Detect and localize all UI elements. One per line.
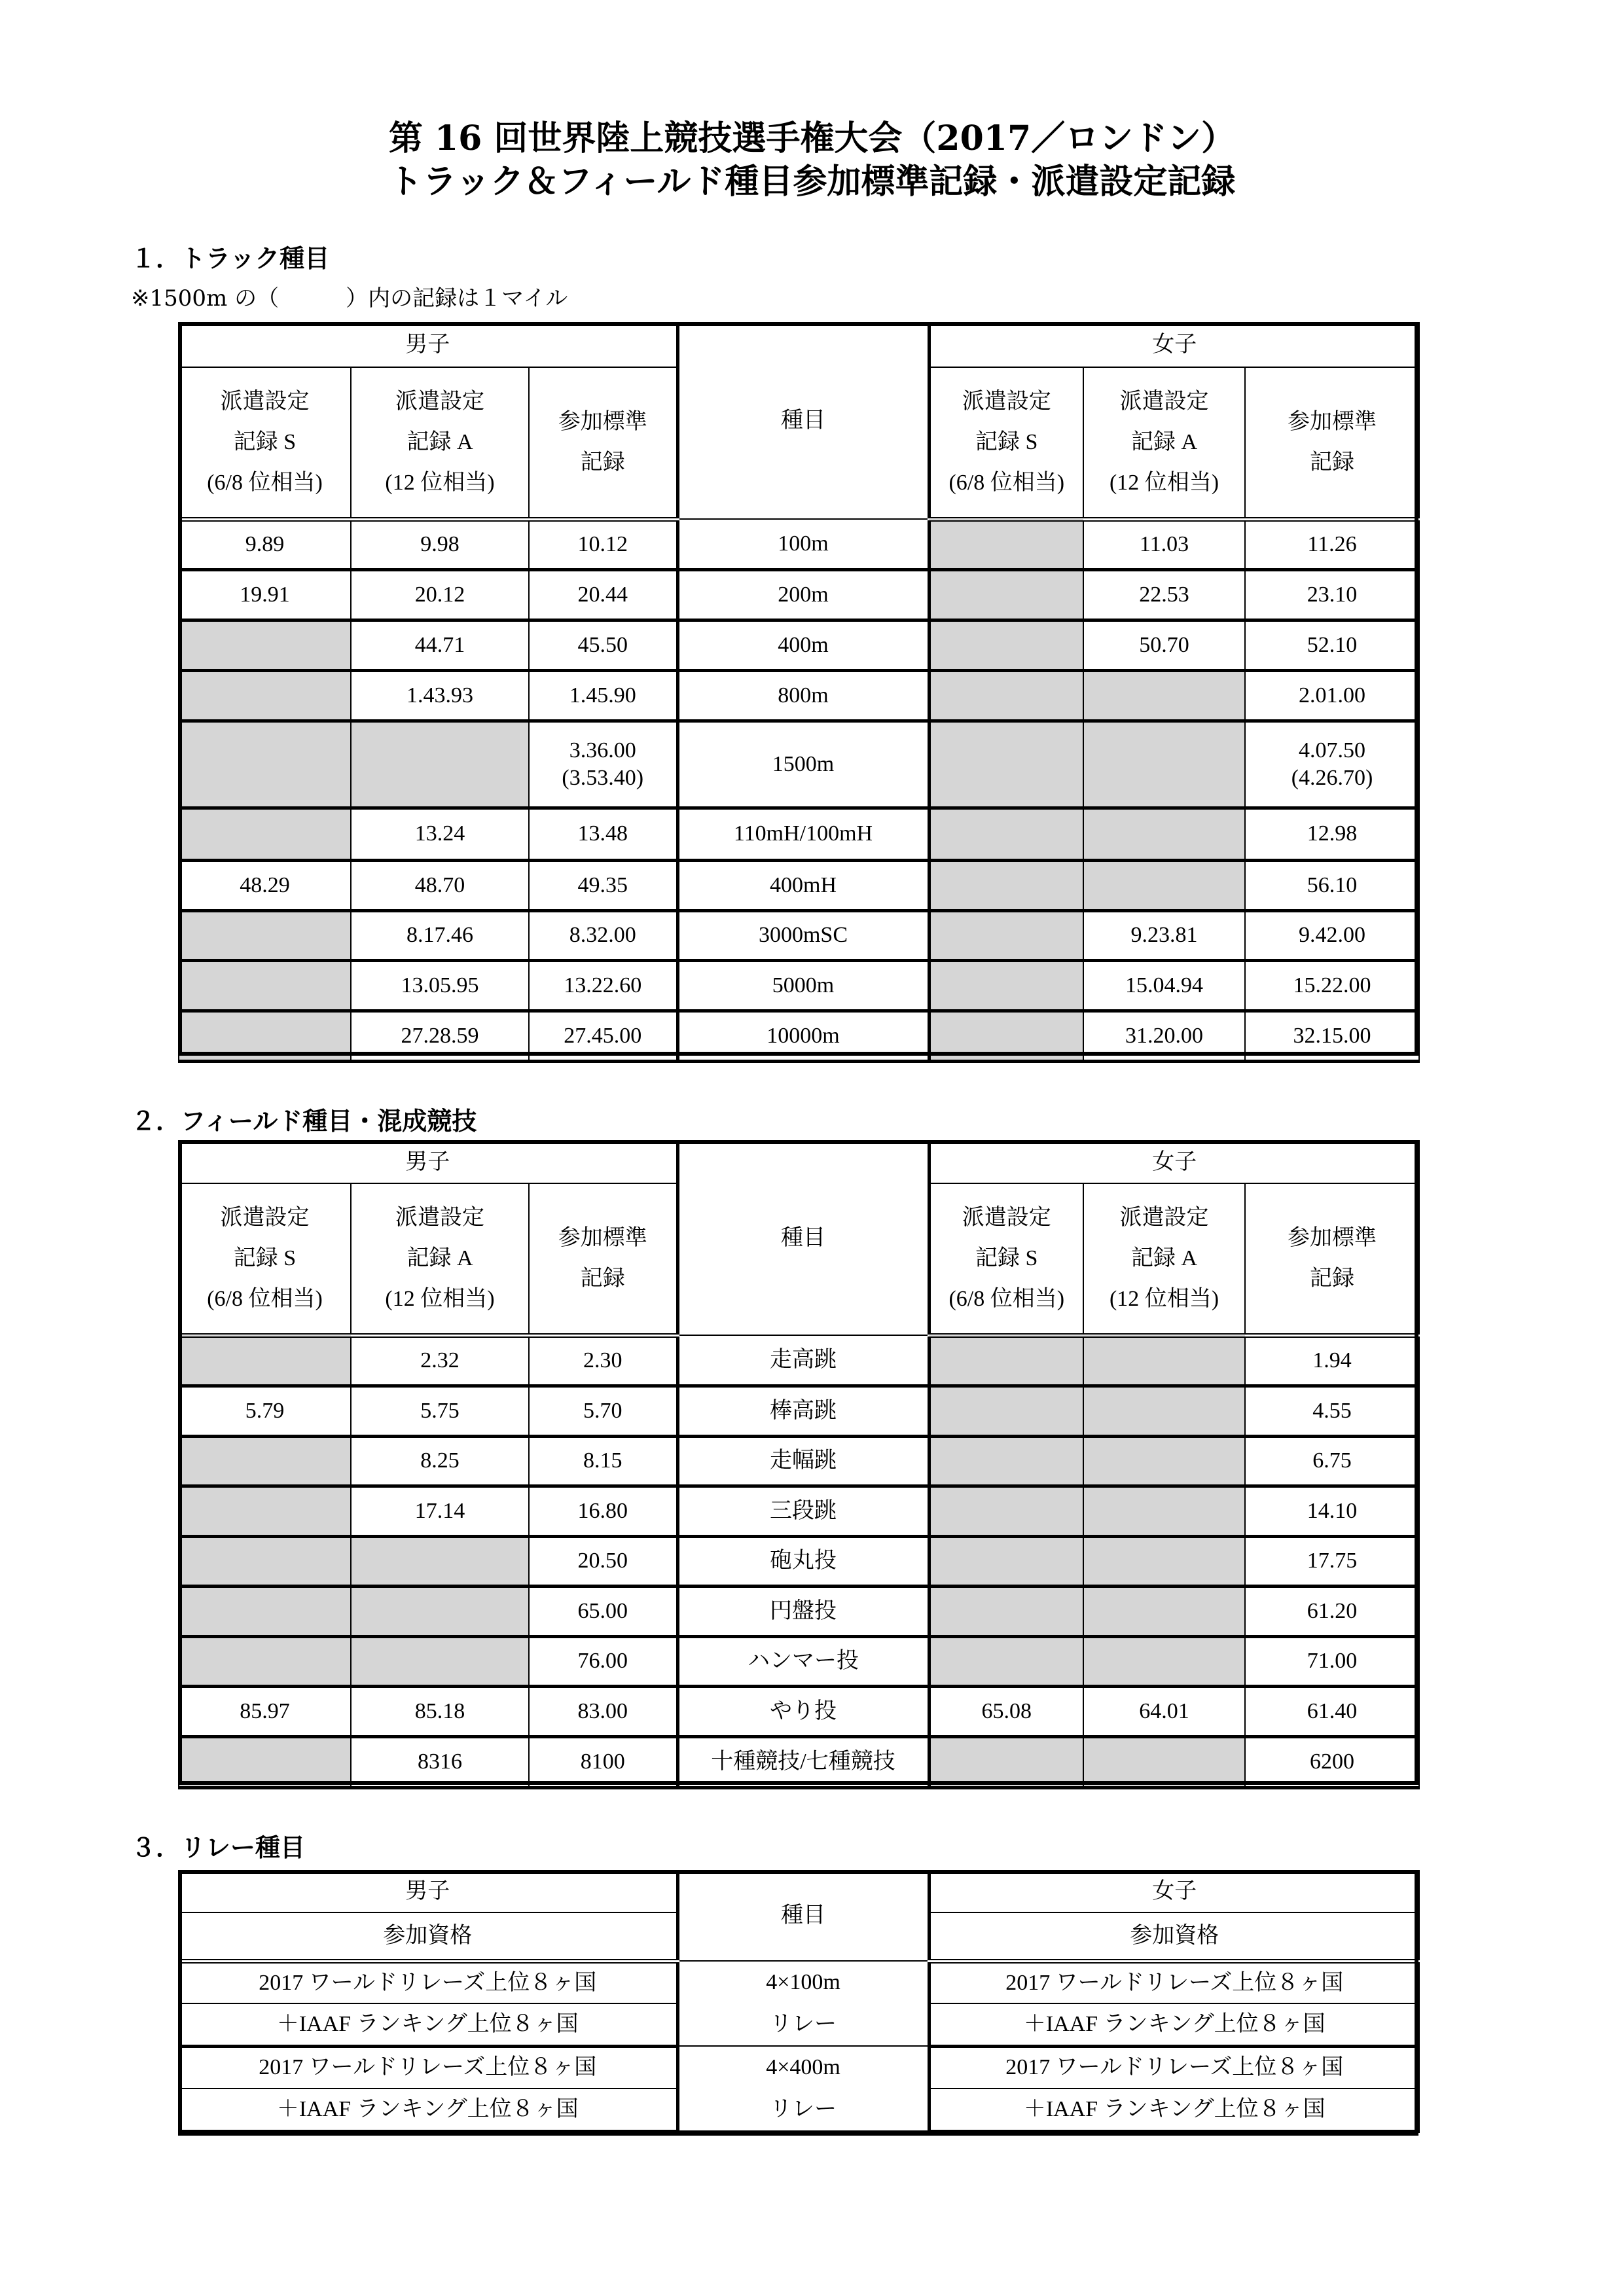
track-standards-table	[178, 322, 1420, 1063]
women-qualification-cell: ＋IAAF ランキング上位８ヶ国	[929, 2003, 1419, 2046]
men-entry-standard-cell: 20.50	[529, 1536, 677, 1586]
table-row	[179, 1536, 1419, 1586]
women-entry-standard-cell: 9.42.00	[1245, 910, 1419, 960]
table-row	[179, 1436, 1419, 1486]
event-name-cell: 200m	[677, 569, 929, 620]
table-row	[179, 1486, 1419, 1536]
women-s-record-cell	[929, 808, 1083, 860]
table-row	[179, 620, 1419, 670]
event-name-cell: 5000m	[677, 960, 929, 1011]
men-a-record-cell: 8.17.46	[351, 910, 529, 960]
women-s-record-cell	[929, 569, 1083, 620]
women-header: 女子	[929, 1141, 1419, 1183]
men-s-record-cell	[179, 1011, 351, 1061]
event-name-cell: 円盤投	[677, 1586, 929, 1636]
men-a-record-cell: 8.25	[351, 1436, 529, 1486]
table-row	[179, 960, 1419, 1011]
event-name-cell: 1500m	[677, 721, 929, 808]
table-row	[179, 808, 1419, 860]
men-qualification-cell: ＋IAAF ランキング上位８ヶ国	[179, 2089, 677, 2131]
men-entry-standard-cell: 76.00	[529, 1636, 677, 1686]
men-s-record-cell	[179, 910, 351, 960]
men-a-record-cell: 13.24	[351, 808, 529, 860]
men-a-record-header: 派遣設定 記録 A (12 位相当)	[351, 367, 529, 519]
women-entry-standard-cell: 56.10	[1245, 860, 1419, 910]
men-entry-standard-cell: 45.50	[529, 620, 677, 670]
women-s-record-cell	[929, 670, 1083, 721]
women-a-record-header: 派遣設定 記録 A (12 位相当)	[1083, 367, 1245, 519]
men-header: 男子	[179, 323, 677, 367]
event-name-cell: 800m	[677, 670, 929, 721]
men-entry-standard-cell: 13.48	[529, 808, 677, 860]
women-a-record-cell	[1083, 860, 1245, 910]
men-entry-standard-cell: 16.80	[529, 1486, 677, 1536]
men-entry-standard-cell: 27.45.00	[529, 1011, 677, 1061]
men-s-record-cell: 85.97	[179, 1686, 351, 1736]
women-s-record-cell	[929, 620, 1083, 670]
women-entry-standard-cell: 1.94	[1245, 1335, 1419, 1386]
men-entry-standard-cell: 8.15	[529, 1436, 677, 1486]
women-s-record-cell	[929, 1436, 1083, 1486]
men-s-record-cell	[179, 721, 351, 808]
women-s-record-cell	[929, 1011, 1083, 1061]
women-s-record-cell	[929, 910, 1083, 960]
event-header: 種目	[677, 323, 929, 519]
event-name-cell: 砲丸投	[677, 1536, 929, 1586]
table-row	[179, 1686, 1419, 1736]
women-a-record-cell	[1083, 670, 1245, 721]
women-header: 女子	[929, 323, 1419, 367]
men-s-record-cell	[179, 620, 351, 670]
men-s-record-cell	[179, 670, 351, 721]
relay-event-label: リレー	[770, 2012, 837, 2036]
mile-record-value: (3.53.40)	[562, 765, 644, 790]
women-entry-standard-cell: 52.10	[1245, 620, 1419, 670]
women-entry-standard-cell: 61.40	[1245, 1686, 1419, 1736]
women-entry-standard-cell	[1245, 721, 1419, 808]
men-s-record-cell	[179, 1436, 351, 1486]
men-entry-standard-cell: 5.70	[529, 1386, 677, 1436]
women-a-record-cell: 22.53	[1083, 569, 1245, 620]
women-a-record-cell	[1083, 1386, 1245, 1436]
event-name-cell: 100m	[677, 519, 929, 569]
men-a-record-cell	[351, 1536, 529, 1586]
event-name-cell: ハンマー投	[677, 1636, 929, 1686]
men-s-record-cell	[179, 960, 351, 1011]
women-s-record-cell	[929, 1486, 1083, 1536]
women-entry-standard-cell: 32.15.00	[1245, 1011, 1419, 1061]
men-s-record-cell	[179, 1636, 351, 1686]
event-header: 種目	[677, 1871, 929, 1961]
relay-event-distance: 4×100m	[766, 1970, 840, 1994]
men-a-record-header: 派遣設定 記録 A (12 位相当)	[351, 1183, 529, 1335]
women-s-record-cell	[929, 1536, 1083, 1586]
document-title-line-2: トラック＆フィールド種目参加標準記録・派遣設定記録	[388, 162, 1236, 202]
women-s-record-cell: 65.08	[929, 1686, 1083, 1736]
men-s-record-cell: 19.91	[179, 569, 351, 620]
men-a-record-cell: 8316	[351, 1736, 529, 1787]
women-s-record-cell	[929, 519, 1083, 569]
men-entry-standard-cell: 1.45.90	[529, 670, 677, 721]
women-a-record-header: 派遣設定 記録 A (12 位相当)	[1083, 1183, 1245, 1335]
field-rows	[179, 1335, 1419, 1787]
women-s-record-cell	[929, 1386, 1083, 1436]
women-a-record-cell: 31.20.00	[1083, 1011, 1245, 1061]
event-name-cell: 走幅跳	[677, 1436, 929, 1486]
event-name-cell: 走高跳	[677, 1335, 929, 1386]
section-title-relay: ３．リレー種目	[131, 1833, 306, 1862]
mile-record-value: (4.26.70)	[1291, 765, 1373, 790]
section-title-field: ２．フィールド種目・混成競技	[131, 1106, 477, 1136]
men-entry-standard-cell: 8100	[529, 1736, 677, 1787]
men-a-record-cell: 13.05.95	[351, 960, 529, 1011]
men-s-record-cell	[179, 1536, 351, 1586]
women-s-record-cell	[929, 1335, 1083, 1386]
mile-note: ※1500m の（ ）内の記録は１マイル	[131, 285, 568, 312]
women-qualification-cell: ＋IAAF ランキング上位８ヶ国	[929, 2089, 1419, 2131]
women-s-record-header: 派遣設定 記録 S (6/8 位相当)	[929, 367, 1083, 519]
men-s-record-cell: 5.79	[179, 1386, 351, 1436]
men-qualification-header: 参加資格	[179, 1912, 677, 1961]
men-s-record-cell	[179, 808, 351, 860]
women-s-record-cell	[929, 860, 1083, 910]
document-title-line-1: 第 16 回世界陸上競技選手権大会（2017／ロンドン）	[388, 118, 1236, 158]
men-a-record-cell: 20.12	[351, 569, 529, 620]
women-a-record-cell	[1083, 1536, 1245, 1586]
women-a-record-cell	[1083, 1335, 1245, 1386]
women-a-record-cell: 11.03	[1083, 519, 1245, 569]
record-value: 4.07.50	[1299, 738, 1366, 762]
table-row	[179, 1586, 1419, 1636]
men-entry-standard-cell: 8.32.00	[529, 910, 677, 960]
women-a-record-cell	[1083, 721, 1245, 808]
relay-event-distance: 4×400m	[766, 2055, 840, 2079]
table-row	[179, 860, 1419, 910]
table-row	[179, 2046, 1419, 2089]
women-s-record-header: 派遣設定 記録 S (6/8 位相当)	[929, 1183, 1083, 1335]
men-entry-standard-cell: 20.44	[529, 569, 677, 620]
women-qualification-cell: 2017 ワールドリレーズ上位８ヶ国	[929, 1961, 1419, 2003]
relay-event-label: リレー	[770, 2097, 837, 2121]
women-entry-standard-cell: 11.26	[1245, 519, 1419, 569]
women-entry-standard-cell: 17.75	[1245, 1536, 1419, 1586]
table-row	[179, 1736, 1419, 1787]
table-row	[179, 721, 1419, 808]
men-a-record-cell	[351, 1636, 529, 1686]
men-a-record-cell: 9.98	[351, 519, 529, 569]
women-entry-standard-header: 参加標準 記録	[1245, 1183, 1419, 1335]
table-row	[179, 1961, 1419, 2003]
women-entry-standard-cell: 15.22.00	[1245, 960, 1419, 1011]
men-header: 男子	[179, 1871, 677, 1912]
women-entry-standard-cell: 14.10	[1245, 1486, 1419, 1536]
women-entry-standard-cell: 71.00	[1245, 1636, 1419, 1686]
relay-event-cell	[677, 1961, 929, 2046]
men-s-record-cell	[179, 1335, 351, 1386]
event-name-cell: 3000mSC	[677, 910, 929, 960]
women-a-record-cell	[1083, 1636, 1245, 1686]
men-header: 男子	[179, 1141, 677, 1183]
men-s-record-cell	[179, 1486, 351, 1536]
women-entry-standard-cell: 61.20	[1245, 1586, 1419, 1636]
women-entry-standard-header: 参加標準 記録	[1245, 367, 1419, 519]
event-name-cell: 400m	[677, 620, 929, 670]
men-s-record-header: 派遣設定 記録 S (6/8 位相当)	[179, 1183, 351, 1335]
table-row	[179, 670, 1419, 721]
women-a-record-cell	[1083, 1486, 1245, 1536]
women-entry-standard-cell: 23.10	[1245, 569, 1419, 620]
event-name-cell: 十種競技/七種競技	[677, 1736, 929, 1787]
men-entry-standard-cell	[529, 721, 677, 808]
men-entry-standard-cell: 83.00	[529, 1686, 677, 1736]
women-qualification-cell: 2017 ワールドリレーズ上位８ヶ国	[929, 2046, 1419, 2089]
men-a-record-cell: 17.14	[351, 1486, 529, 1536]
table-row	[179, 1335, 1419, 1386]
women-a-record-cell: 15.04.94	[1083, 960, 1245, 1011]
men-entry-standard-cell: 13.22.60	[529, 960, 677, 1011]
women-entry-standard-cell: 6.75	[1245, 1436, 1419, 1486]
event-name-cell: 110mH/100mH	[677, 808, 929, 860]
women-a-record-cell: 50.70	[1083, 620, 1245, 670]
event-header: 種目	[677, 1141, 929, 1335]
women-a-record-cell	[1083, 1736, 1245, 1787]
relay-qualification-table	[178, 1870, 1420, 2133]
women-entry-standard-cell: 4.55	[1245, 1386, 1419, 1436]
table-row	[179, 519, 1419, 569]
women-header: 女子	[929, 1871, 1419, 1912]
relay-rows	[179, 1961, 1419, 2131]
men-s-record-cell: 9.89	[179, 519, 351, 569]
men-s-record-header: 派遣設定 記録 S (6/8 位相当)	[179, 367, 351, 519]
relay-event-cell	[677, 2046, 929, 2131]
men-a-record-cell: 2.32	[351, 1335, 529, 1386]
field-standards-table	[178, 1140, 1420, 1789]
table-row	[179, 910, 1419, 960]
men-s-record-cell: 48.29	[179, 860, 351, 910]
women-a-record-cell	[1083, 1586, 1245, 1636]
women-entry-standard-cell: 6200	[1245, 1736, 1419, 1787]
women-s-record-cell	[929, 721, 1083, 808]
women-s-record-cell	[929, 1636, 1083, 1686]
event-name-cell: 三段跳	[677, 1486, 929, 1536]
section-title-track: １．トラック種目	[131, 243, 330, 273]
men-a-record-cell: 27.28.59	[351, 1011, 529, 1061]
women-a-record-cell	[1083, 1436, 1245, 1486]
women-entry-standard-cell: 12.98	[1245, 808, 1419, 860]
event-name-cell: 10000m	[677, 1011, 929, 1061]
men-a-record-cell: 85.18	[351, 1686, 529, 1736]
men-a-record-cell: 1.43.93	[351, 670, 529, 721]
women-a-record-cell: 9.23.81	[1083, 910, 1245, 960]
event-name-cell: やり投	[677, 1686, 929, 1736]
women-s-record-cell	[929, 1586, 1083, 1636]
men-qualification-cell: 2017 ワールドリレーズ上位８ヶ国	[179, 2046, 677, 2089]
table-row	[179, 1011, 1419, 1061]
women-s-record-cell	[929, 1736, 1083, 1787]
women-s-record-cell	[929, 960, 1083, 1011]
men-entry-standard-cell: 10.12	[529, 519, 677, 569]
women-a-record-cell	[1083, 808, 1245, 860]
men-s-record-cell	[179, 1736, 351, 1787]
men-entry-standard-cell: 49.35	[529, 860, 677, 910]
men-qualification-cell: 2017 ワールドリレーズ上位８ヶ国	[179, 1961, 677, 2003]
women-entry-standard-cell: 2.01.00	[1245, 670, 1419, 721]
men-entry-standard-cell: 2.30	[529, 1335, 677, 1386]
track-rows	[179, 519, 1419, 1061]
table-row	[179, 1386, 1419, 1436]
record-value: 3.36.00	[569, 738, 636, 762]
men-a-record-cell	[351, 1586, 529, 1636]
women-a-record-cell: 64.01	[1083, 1686, 1245, 1736]
event-name-cell: 棒高跳	[677, 1386, 929, 1436]
table-row	[179, 1636, 1419, 1686]
men-a-record-cell	[351, 721, 529, 808]
men-s-record-cell	[179, 1586, 351, 1636]
men-entry-standard-header: 参加標準 記録	[529, 367, 677, 519]
men-a-record-cell: 5.75	[351, 1386, 529, 1436]
men-a-record-cell: 48.70	[351, 860, 529, 910]
event-name-cell: 400mH	[677, 860, 929, 910]
table-row	[179, 569, 1419, 620]
men-entry-standard-header: 参加標準 記録	[529, 1183, 677, 1335]
men-qualification-cell: ＋IAAF ランキング上位８ヶ国	[179, 2003, 677, 2046]
men-entry-standard-cell: 65.00	[529, 1586, 677, 1636]
men-a-record-cell: 44.71	[351, 620, 529, 670]
women-qualification-header: 参加資格	[929, 1912, 1419, 1961]
